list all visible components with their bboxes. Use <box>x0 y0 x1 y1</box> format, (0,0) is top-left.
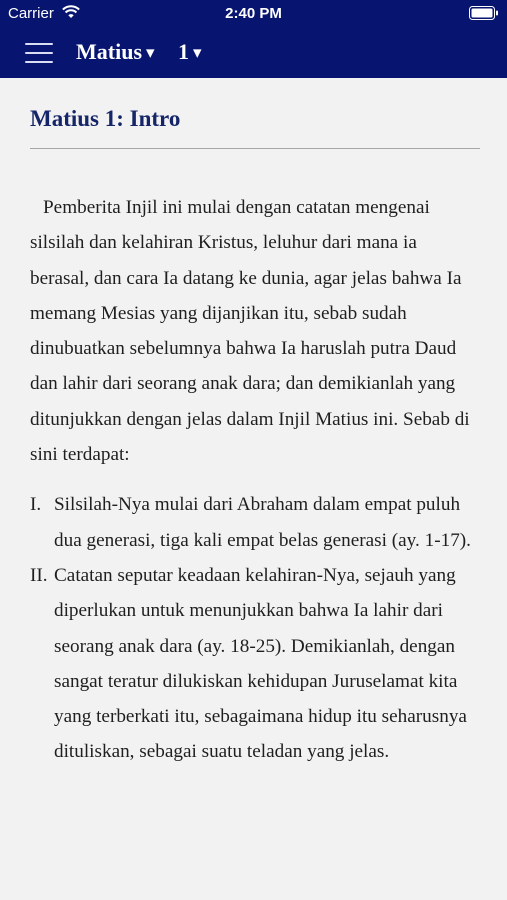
book-selector[interactable] <box>76 39 155 65</box>
divider <box>30 148 480 149</box>
hamburger-menu-icon[interactable] <box>25 43 53 63</box>
outline-list <box>30 487 480 769</box>
status-bar <box>0 0 507 28</box>
chevron-down-icon: ▾ <box>146 43 155 62</box>
chevron-down-icon: ▾ <box>193 43 202 62</box>
battery-icon <box>469 6 499 20</box>
list-item <box>30 487 480 558</box>
list-item-text: Silsilah-Nya mulai dari Abraham dalam empat puluh dua generasi, tiga kali empat belas generasi (ay. 1-17). <box>54 494 471 551</box>
list-marker: I. <box>30 494 42 516</box>
carrier-label: Carrier <box>8 5 54 22</box>
book-name: Matius <box>76 39 142 64</box>
chapter-selector[interactable] <box>178 39 202 65</box>
list-marker: II. <box>30 564 48 586</box>
page-title: Matius 1: Intro <box>30 106 181 131</box>
chapter-number: 1 <box>178 39 189 64</box>
navigation-bar <box>0 28 507 78</box>
reading-content <box>30 78 480 770</box>
status-time: 2:40 PM <box>225 5 282 22</box>
list-item <box>30 558 480 770</box>
intro-paragraph: Pemberita Injil ini mulai dengan catatan mengenai silsilah dan kelahiran Kristus, leluhur dari mana ia berasal, dan cara Ia datang ke dunia, agar jelas bahwa Ia memang Mesias yang dijanjikan itu, sebab sudah dinubuatkan sebelumnya bahwa Ia haruslah putra Daud dan lahir dari seorang anak dara; dan demikianlah yang ditunjukkan dengan jelas dalam Injil Matius ini. Sebab di sini terdapat: <box>30 197 470 466</box>
list-item-text: Catatan seputar keadaan kelahiran-Nya, sejauh yang diperlukan untuk menunjukkan bahwa Ia lahir dari seorang anak dara (ay. 18-25). Demikianlah, dengan sangat teratur dilukiskan kehidupan Juruselamat kita yang terberkati itu, sebagaimana hidup itu seharusnya dituliskan, sebagai suatu teladan yang jelas. <box>54 564 467 763</box>
